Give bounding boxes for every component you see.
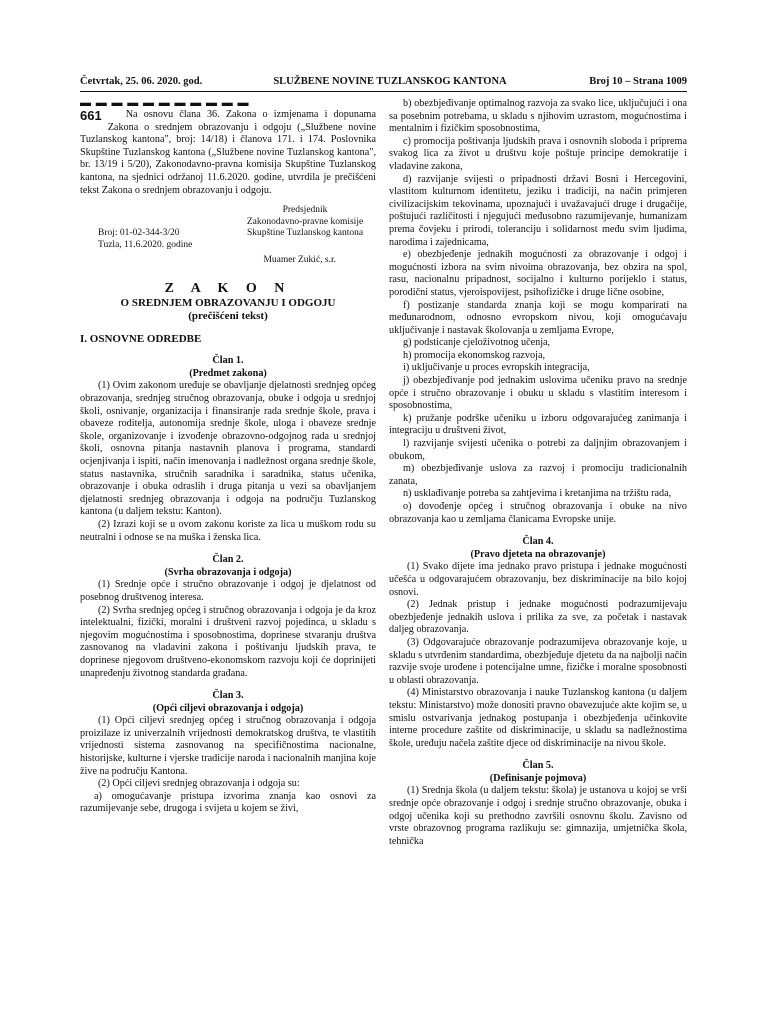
- paragraph: (3) Odgovarajuće obrazovanje podrazumijeva obrazovanje koje, u skladu s utvrđenim standardima, obezbjeđuje djetetu da na najbolji način razvije svoje urođene i potencijalne umne, fizičke i moralne sposobnosti u oblasti obrazovanja.: [389, 636, 687, 686]
- list-item: g) podsticanje cjeloživotnog učenja,: [403, 337, 551, 349]
- header-rule: [80, 91, 687, 92]
- article-subject: (Opći ciljevi obrazovanja i odgoja): [152, 702, 304, 714]
- reference-date: Tuzla, 11.6.2020. godine: [98, 239, 193, 250]
- list-item: l) razvijanje svijesti učenika o potrebi za daljnjim obrazovanjem i obukom,: [389, 438, 687, 462]
- list-item: j) obezbjeđivanje pod jednakim uslovima učeniku pravo na srednje opće i stručno obrazovanje i obuku u skladu s vlastitim interesom i sposobnostima,: [389, 375, 687, 412]
- header-date: Četvrtak, 25. 06. 2020. god.: [80, 76, 203, 87]
- left-column: [80, 98, 376, 816]
- paragraph: (1) Srednja škola (u daljem tekstu: škola) je ustanova u kojoj se vrši srednje opće obrazovanje i odgoj i srednje stručno obrazovanje, obuka i odgoj učenika koji su prethodno završili osnovnu školu. Zavisno od vrste obrazovnog programa razlikuju se: gimnazija, umjetnička škola, tehnička: [389, 785, 687, 847]
- paragraph: (1) Opći ciljevi srednjeg općeg i stručnog obrazovanja i odgoja proizilaze iz univerzalnih vrijednosti demokratskog društva, te vlastitih vrijednosti sistema zasnovanog na specifičnostima nacionalne, historijske, kulturne i vjerske tradicije naroda i nacionalnih manjina koje žive na području Kantona.: [80, 715, 376, 777]
- law-subtitle-consolidated: (prečišćeni tekst): [188, 309, 268, 322]
- signatory-role-line2: Zakonodavno-pravne komisije: [246, 216, 364, 227]
- list-item: k) pružanje podrške učeniku u izboru odgovarajućeg zanimanja i integraciju u društveni život,: [389, 412, 687, 437]
- header-gazette-title: SLUŽBENE NOVINE TUZLANSKOG KANTONA: [273, 76, 507, 87]
- document-number: 661: [80, 108, 102, 123]
- paragraph: (2) Svrha srednjeg općeg i stručnog obrazovanja i odgoja je da kroz intelektualni, fizički, moralni i društveni razvoj pojedinca, u skladu s njegovim mogućnostima i sposobnostima, doprinese stvaranju društva zasnovanog na vladavini zakona i poštivanju ljudskih prava, te doprinese njegovom društveno-ekonomskom razvoju koji će doprinijeti unapređenju životnog standarda građana.: [80, 604, 376, 679]
- paragraph: (2) Jednak pristup i jednake mogućnosti podrazumijevaju obezbjeđenje jednakih uslova i prilika za sve, za početak i nastavak daljeg obrazovanja.: [389, 599, 687, 636]
- header-issue-page: Broj 10 – Strana 1009: [589, 76, 687, 87]
- signatory-name: Muamer Zukić, s.r.: [263, 255, 336, 266]
- article-subject: (Predmet zakona): [189, 367, 267, 379]
- list-item: b) obezbjeđivanje optimalnog razvoja za svako lice, uključujući i ona sa posebnim potrebama, u skladu s njihovim uzrastom, mogućnostima i mentalnim i fizičkim sposobnostima,: [389, 98, 687, 135]
- list-item: c) promocija poštivanja ljudskih prava i osnovnih sloboda i priprema svakog lica za život u društvu koje poštuje principe demokratije i vladavine zakona,: [389, 135, 687, 172]
- article-heading: Član 1.: [212, 355, 244, 367]
- list-item: m) obezbjeđivanje uslova za razvoj i promociju tradicionalnih zanata,: [389, 463, 687, 487]
- list-item: a) omogućavanje pristupa izvorima znanja kao osnovi za razumijevanje sebe, drugoga i svijeta u kojem se živi,: [80, 790, 376, 815]
- signature-block: [80, 205, 376, 251]
- list-item: o) dovođenje općeg i stručnog obrazovanja i obuke na nivo obrazovanja kao u zemljama članicama Evropske unije.: [389, 501, 687, 525]
- law-subtitle: O SREDNJEM OBRAZOVANJU I ODGOJU: [120, 296, 336, 309]
- separator-dashes: ▬ ▬ ▬ ▬ ▬ ▬ ▬ ▬ ▬ ▬ ▬: [80, 97, 250, 109]
- signatory-role-line1: Predsjednik: [282, 205, 328, 216]
- paragraph: (1) Svako dijete ima jednako pravo pristupa i jednake mogućnosti učešća u odgovarajućem obrazovanju, bez diskriminacije na bilo kojoj osnovi.: [389, 561, 687, 598]
- article-heading: Član 3.: [212, 690, 244, 702]
- paragraph: (4) Ministarstvo obrazovanja i nauke Tuzlanskog kantona (u daljem tekstu: Ministarstvo) može donositi pravno obavezujuće akte kojim se, u smislu ostvarivanja jednakog postupanja i obezbjeđenja učinkovite interne procedure zaštite od diskriminacije, u skladu sa nadležnostima škole, uređuju načela zaštite djece od diskriminacije na nivou škole.: [389, 687, 687, 749]
- article-heading: Član 2.: [212, 554, 244, 566]
- list-item: h) promocija ekonomskog razvoja,: [403, 349, 546, 361]
- article-subject: (Svrha obrazovanja i odgoja): [164, 566, 292, 578]
- paragraph: (1) Ovim zakonom uređuje se obavljanje djelatnosti srednjeg općeg obrazovanja, srednjeg stručnog obrazovanja, obuke i odgoja u srednjoj školi, osnivanje, organizacija i finansiranje rada srednje škole, prava i obaveze roditelja, autonomija srednje škole, uloga i obaveze srednje škole, organizovanje i izvođenje obrazovno-odgojnog rada u srednjoj školi, osnovna pitanja nastavnih planova i programa, standardi ocjenjivanja i ispiti, način imenovanja i nadležnost organa srednje škole, status nastavnika, stručnih saradnika i saradnika, status učenika, obrazovanje i obuka odraslih i druga pitanja u vezi sa obavljanjem djelatnosti srednjeg obrazovanja i odgoja na području Tuzlanskog kantona (u daljem tekstu: Kanton).: [80, 380, 376, 518]
- right-column: [389, 98, 687, 848]
- article-subject: (Definisanje pojmova): [489, 772, 587, 784]
- list-item: d) razvijanje svijesti o pripadnosti državi Bosni i Hercegovini, vlastitom kulturnom identitetu, jeziku i tradiciji, na način primjeren civilizacijskim tekovinama, upoznajući i uvažavajući druge i drugačije, poštujući različitosti i njegujući međusobno razumijevanje, humanizam prema čovjeku i prirodi, toleranciju i solidarnost među svim ljudima, narodima i zajednicama,: [389, 173, 687, 248]
- article-heading: Član 4.: [522, 536, 554, 548]
- reference-number: Broj: 01-02-344-3/20: [98, 228, 180, 239]
- signatory-role: [230, 205, 380, 240]
- paragraph: (2) Opći ciljevi srednjeg obrazovanja i odgoja su:: [98, 778, 300, 790]
- list-item: f) postizanje standarda znanja koji se mogu komparirati na međunarodnom, odnosno evropskom nivou, koji omogućavaju uključivanje i nastavak školovanja u zemljama Evrope,: [389, 299, 687, 336]
- section-heading: I. OSNOVNE ODREDBE: [80, 332, 202, 345]
- paragraph: (2) Izrazi koji se u ovom zakonu koriste za lica u muškom rodu su neutralni i odnose se na muška i ženska lica.: [80, 518, 376, 543]
- reference-block: [98, 228, 228, 251]
- paragraph: (1) Srednje opće i stručno obrazovanje i odgoj je djelatnost od posebnog društvenog interesa.: [80, 579, 376, 603]
- list-item: e) obezbjeđenje jednakih mogućnosti za obrazovanje i odgoj i mogućnosti izbora na svim nivoima obrazovanja, bez obzira na spol, rasu, nacionalnu pripadnost, socijalno i kulturno porijeklo i status, porodični status, vjeroispovijest, psihofizičke i druge lične osobine,: [389, 249, 687, 298]
- list-item: i) uključivanje u proces evropskih integracija,: [403, 362, 590, 374]
- article-heading: Član 5.: [522, 760, 554, 772]
- article-subject: (Pravo djeteta na obrazovanje): [470, 548, 606, 560]
- preamble: Na osnovu člana 36. Zakona o izmjenama i dopunama Zakona o srednjem obrazovanju i odgoju („Službene novine Tuzlanskog kantona", broj: 14/18) i članova 171. i 174. Poslovnika Skupštine Tuzlanskog kantona („Službene novine Tuzlanskog kantona", br. 13/19 i 5/20), Zakonodavno-pravna komisija Skupštine Tuzlanskog kantona, na sjednici održanoj 11.6.2020. godine, utvrdila je prečišćeni tekst Zakona o srednjem obrazovanju i odgoju.: [80, 109, 376, 196]
- law-title: Z A K O N: [164, 280, 292, 296]
- page-header: [80, 76, 687, 90]
- list-item: n) usklađivanje potreba sa zahtjevima i kretanjima na tržištu rada,: [403, 488, 672, 500]
- signatory-role-line3: Skupštine Tuzlanskog kantona: [246, 228, 364, 239]
